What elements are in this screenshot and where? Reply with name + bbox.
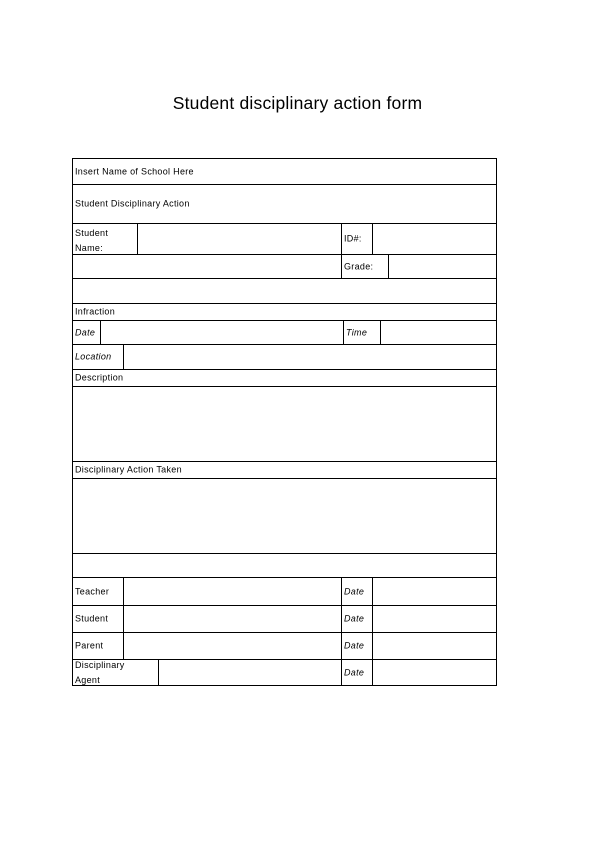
- form-heading: Student Disciplinary Action: [75, 198, 190, 209]
- description-label: Description: [75, 372, 124, 383]
- teacher-date-label: Date: [344, 586, 365, 596]
- parent-label: Parent: [75, 640, 104, 651]
- description-field[interactable]: [73, 386, 496, 461]
- disciplinary-form: [72, 158, 497, 686]
- action-taken-label-row: [73, 461, 496, 478]
- form-title: Student disciplinary action form: [172, 93, 423, 113]
- signature-row-parent: [73, 632, 496, 659]
- parent-date-field[interactable]: [373, 633, 496, 659]
- student-signature-field[interactable]: [124, 606, 341, 632]
- infraction-label: Infraction: [75, 306, 116, 317]
- student-date-label: Date: [344, 613, 365, 624]
- student-name-label: Student Name:: [75, 228, 109, 253]
- agent-date-field[interactable]: [373, 660, 496, 685]
- id-label: ID#:: [344, 233, 362, 244]
- agent-date-label: Date: [344, 667, 365, 677]
- location-field[interactable]: [124, 345, 496, 369]
- grade-row: [73, 254, 496, 278]
- student-date-field[interactable]: [373, 606, 496, 632]
- form-heading-row: [73, 184, 496, 223]
- name-continuation-field[interactable]: [73, 255, 341, 278]
- grade-label: Grade:: [344, 261, 374, 271]
- id-field[interactable]: [373, 224, 496, 254]
- blank-row-2: [73, 553, 496, 577]
- location-row: [73, 344, 496, 369]
- agent-label: Disciplinary Agent: [75, 660, 125, 685]
- agent-signature-field[interactable]: [159, 660, 341, 685]
- signature-row-agent: [73, 659, 496, 685]
- action-taken-field[interactable]: [73, 478, 496, 553]
- description-label-row: [73, 369, 496, 386]
- infraction-time-field[interactable]: [381, 321, 496, 344]
- teacher-label: Teacher: [75, 586, 110, 596]
- parent-signature-field[interactable]: [124, 633, 341, 659]
- student-label: Student: [75, 613, 109, 624]
- signature-row-teacher: [73, 577, 496, 605]
- infraction-date-field[interactable]: [101, 321, 343, 344]
- infraction-row: [73, 303, 496, 320]
- signature-row-student: [73, 605, 496, 632]
- action-taken-label: Disciplinary Action Taken: [75, 464, 182, 475]
- teacher-date-field[interactable]: [373, 578, 496, 605]
- school-name-row: [73, 159, 496, 184]
- student-name-row: [73, 223, 496, 254]
- date-time-row: [73, 320, 496, 344]
- school-name-label: Insert Name of School Here: [75, 166, 194, 176]
- infraction-date-label: Date: [75, 327, 96, 337]
- blank-row: [73, 278, 496, 303]
- teacher-signature-field[interactable]: [124, 578, 341, 605]
- grade-field[interactable]: [389, 255, 496, 278]
- student-name-field[interactable]: [138, 224, 341, 254]
- infraction-time-label: Time: [346, 327, 368, 337]
- parent-date-label: Date: [344, 640, 365, 651]
- location-label: Location: [75, 351, 112, 362]
